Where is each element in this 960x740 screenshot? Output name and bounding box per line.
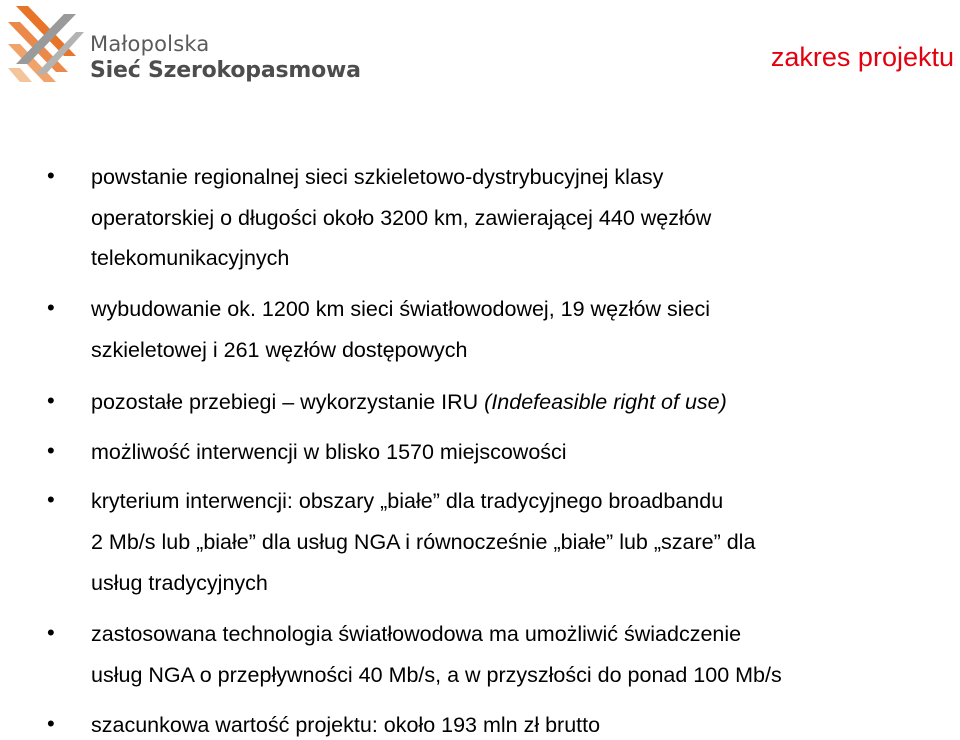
bullet-dot-icon: • [47,295,55,320]
bullet-text-italic: (Indefeasible right of use) [484,390,727,414]
bullet-text-line: szacunkowa wartość projektu: około 193 mln zł brutto [91,713,601,737]
bullet-text-line: telekomunikacyjnych [91,246,290,270]
bullet-dot-icon: • [47,388,55,413]
bullet-dot-icon: • [47,711,55,736]
bullet-text-line [91,390,727,414]
bullet-text-line: usług tradycyjnych [91,571,268,595]
bullet-text: pozostałe przebiegi – wykorzystanie IRU [91,390,485,414]
bullet-dot-icon: • [47,620,55,645]
bullet-text-line: możliwość interwencji w blisko 1570 miejscowości [91,440,567,464]
logo-text-line1: Małopolska [90,32,210,56]
bullet-dot-icon: • [47,487,55,512]
bullet-text-line: zastosowana technologia światłowodowa ma umożliwić świadczenie [91,622,742,646]
bullet-text-line: wybudowanie ok. 1200 km sieci światłowodowej, 19 węzłów sieci [91,297,711,321]
bullet-text-line: powstanie regionalnej sieci szkieletowo-dystrybucyjnej klasy [91,165,664,189]
slide-title: zakres projektu [770,42,954,72]
bullet-text-line: szkieletowej i 261 węzłów dostępowych [91,338,468,362]
bullet-text-line: operatorskiej o długości około 3200 km, zawierającej 440 węzłów [91,206,712,230]
bullet-text-line: 2 Mb/s lub „białe” dla usług NGA i równocześnie „białe” lub „szare” dla [91,530,756,554]
logo-text-line2: Sieć Szerokopasmowa [90,58,361,83]
bullet-text-line: usług NGA o przepływności 40 Mb/s, a w przyszłości do ponad 100 Mb/s [91,663,782,687]
bullet-dot-icon: • [47,163,55,188]
bullet-dot-icon: • [47,438,55,463]
bullet-text-line: kryterium interwencji: obszary „białe” dla tradycyjnego broadbandu [91,489,724,513]
